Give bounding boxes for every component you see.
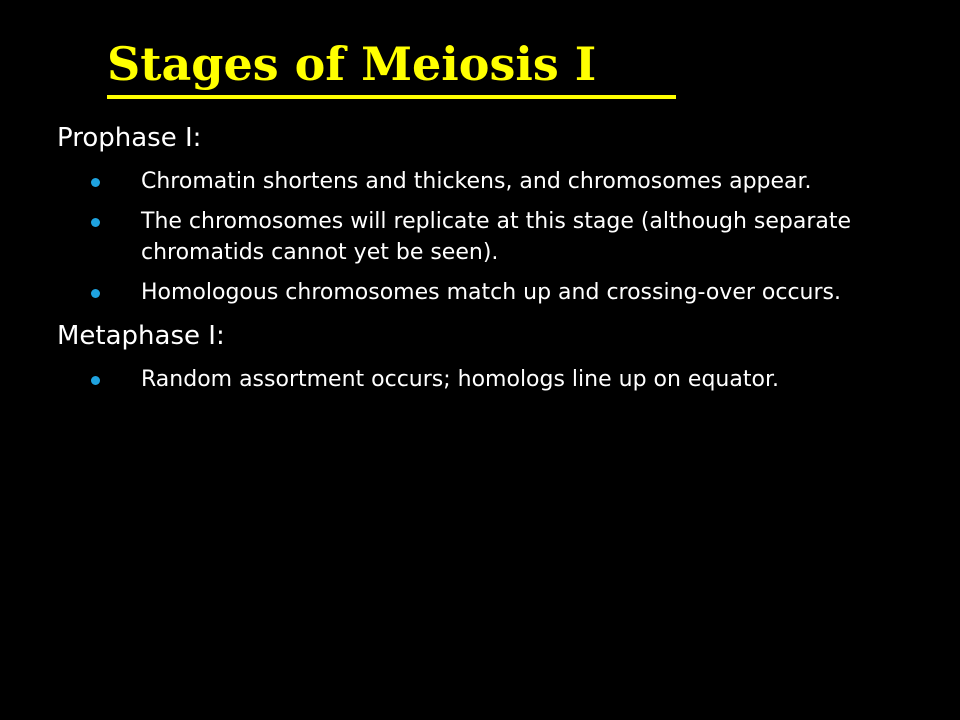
bullet-dot-icon bbox=[91, 289, 100, 298]
section-heading-prophase: Prophase I: bbox=[57, 123, 202, 153]
prophase-bullet-list bbox=[57, 166, 937, 308]
slide-content bbox=[57, 120, 937, 405]
metaphase-bullet-list bbox=[57, 364, 937, 395]
bullet-item bbox=[57, 206, 881, 268]
bullet-item bbox=[57, 277, 881, 308]
section-heading-metaphase: Metaphase I: bbox=[57, 321, 225, 351]
title-underline bbox=[107, 95, 676, 99]
bullet-item bbox=[57, 364, 881, 395]
bullet-text: Homologous chromosomes match up and crossing-over occurs. bbox=[141, 280, 841, 305]
bullet-dot-icon bbox=[91, 178, 100, 187]
bullet-text: Random assortment occurs; homologs line up on equator. bbox=[141, 367, 779, 392]
bullet-text: Chromatin shortens and thickens, and chromosomes appear. bbox=[141, 169, 812, 194]
bullet-dot-icon bbox=[91, 218, 100, 227]
slide-title: Stages of Meiosis I bbox=[107, 37, 597, 91]
bullet-text: The chromosomes will replicate at this stage (although separate chromatids cannot yet be seen). bbox=[141, 209, 852, 265]
bullet-dot-icon bbox=[91, 376, 100, 385]
bullet-item bbox=[57, 166, 881, 197]
